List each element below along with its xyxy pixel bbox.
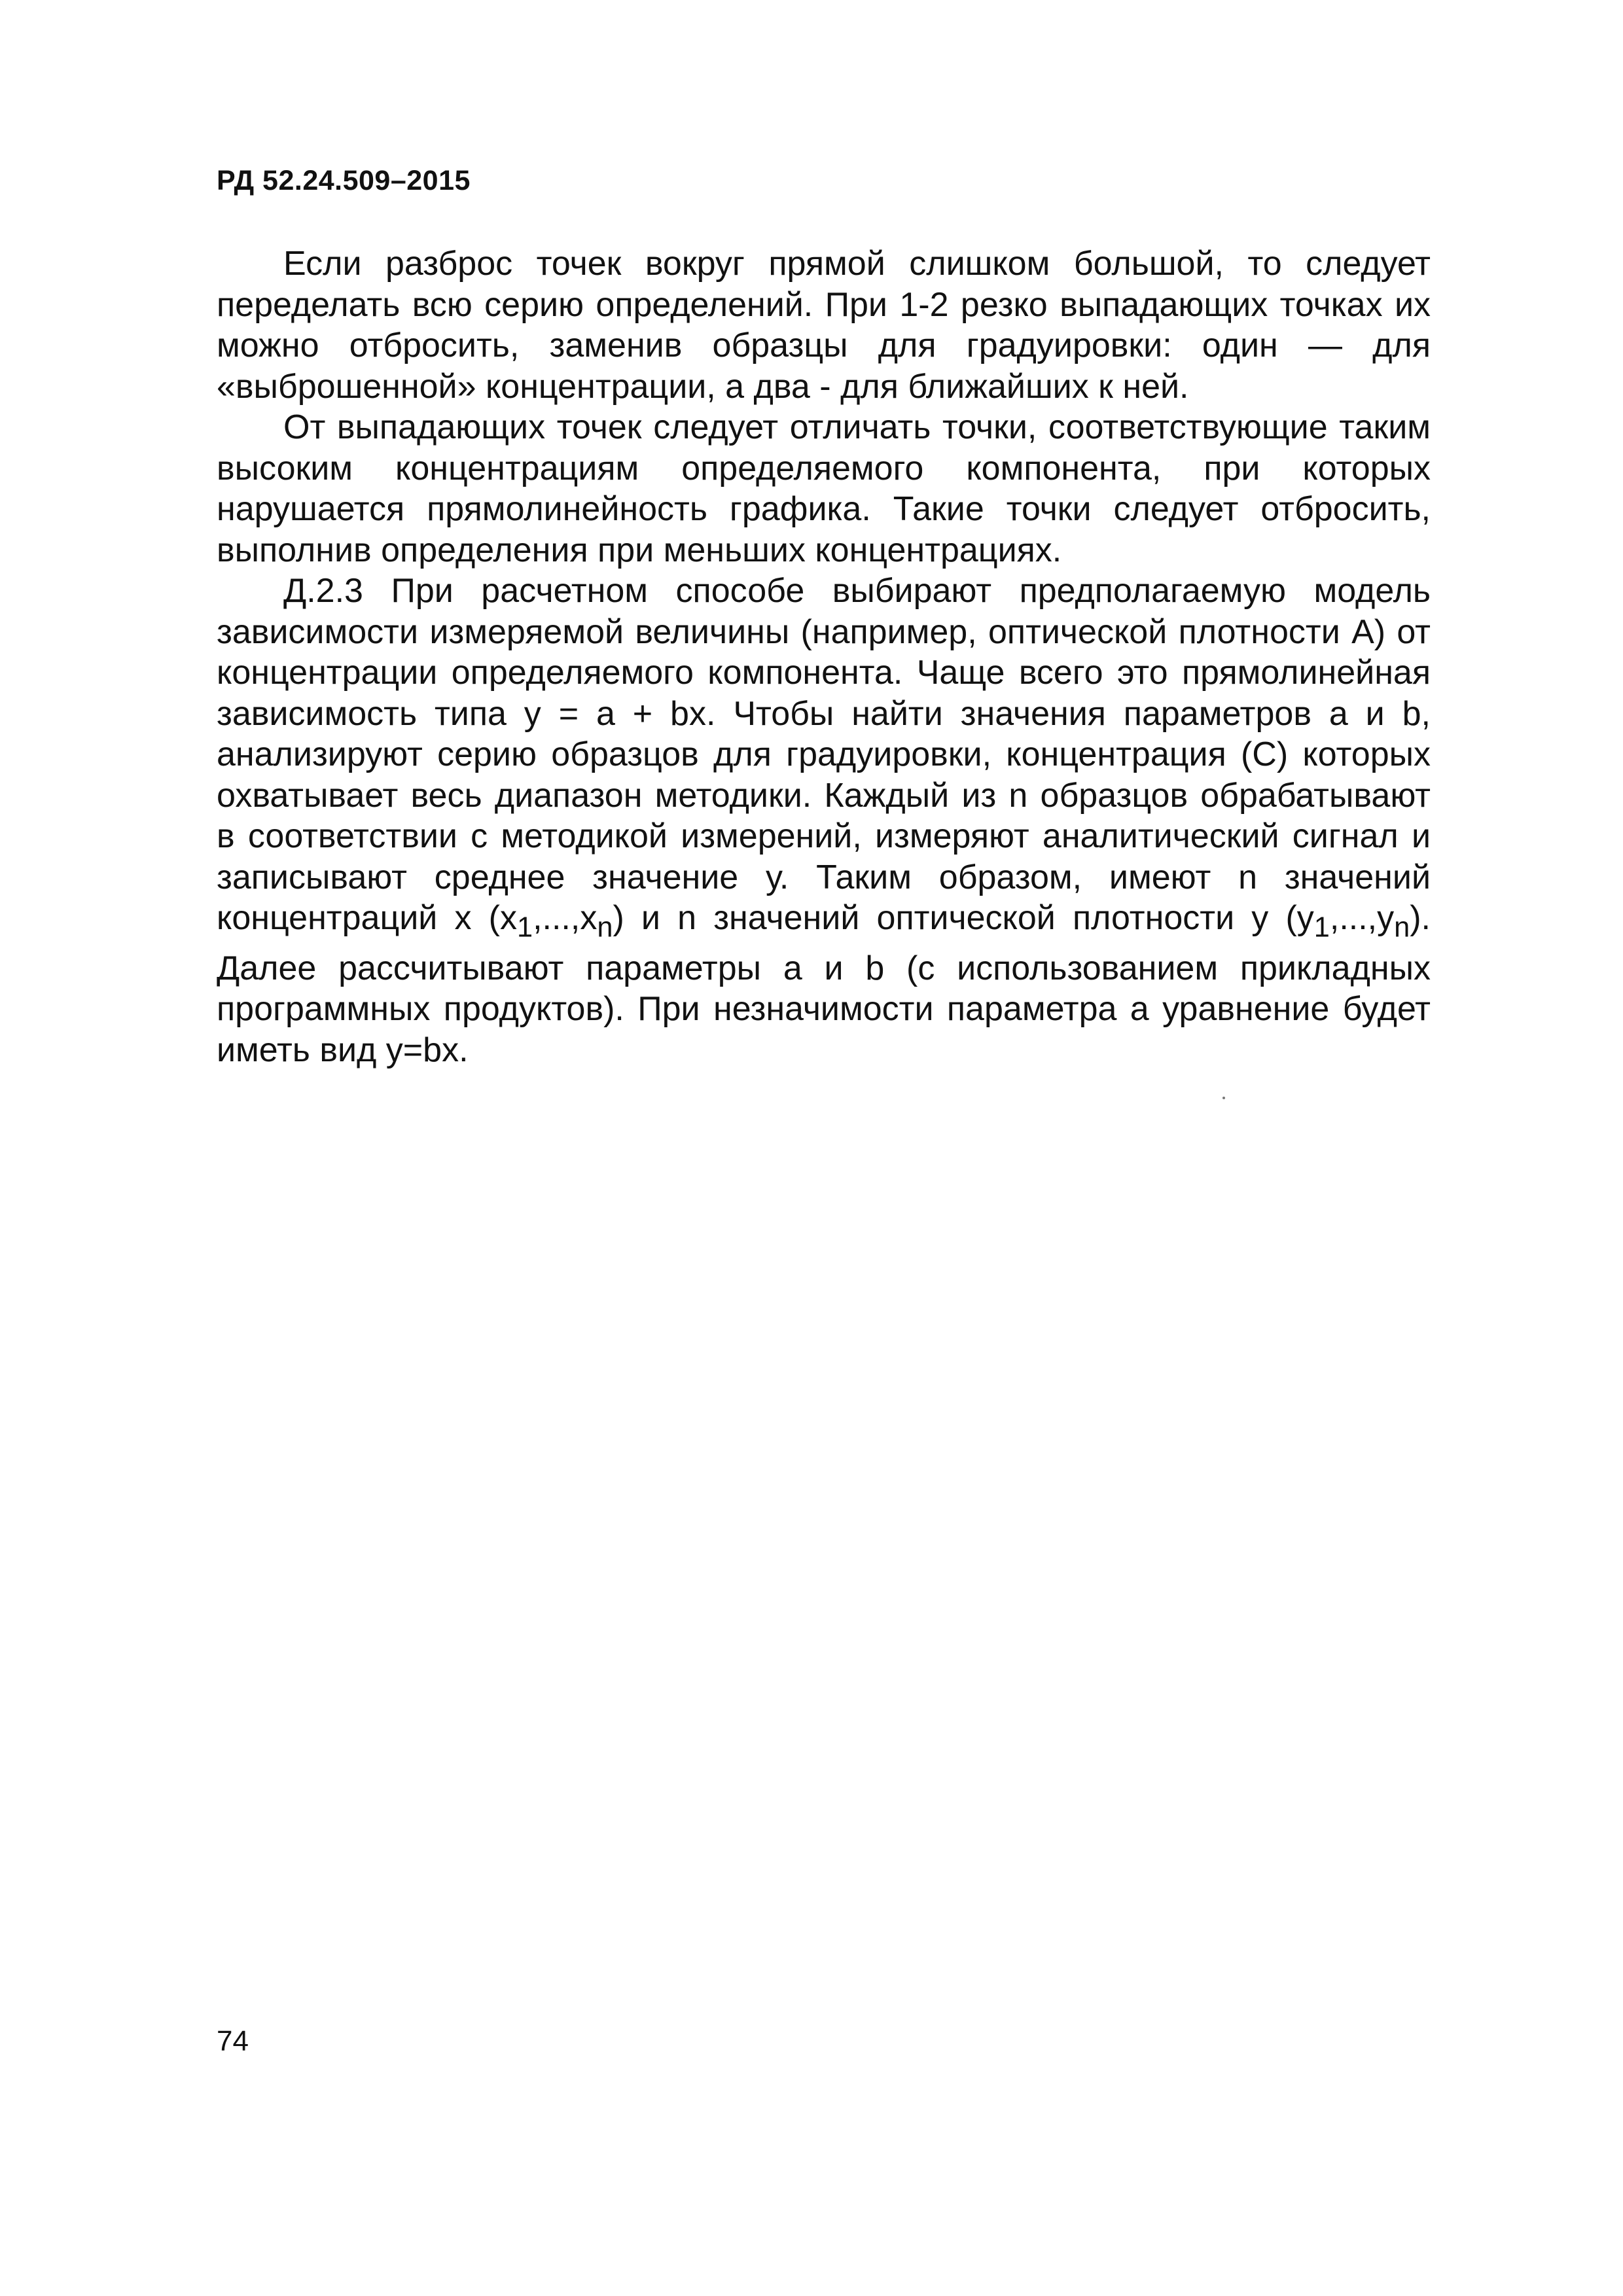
paragraph-text-part: ) и n значений оптической плотности у (у: [613, 899, 1314, 937]
page-number: 74: [217, 2025, 249, 2057]
paragraph-text-part: ,...,у: [1329, 899, 1395, 937]
paragraph-d-2-3-calculation-method: [217, 571, 1431, 1070]
subscript: 1: [516, 911, 533, 944]
body-text: [217, 243, 1431, 1070]
paragraph-text-part: ). Далее рассчитывают параметры а и b (с использованием прикладных программных продуктов). При незначимости параметра а уравнение будет иметь вид у=bх.: [217, 899, 1431, 1069]
paragraph-nonlinearity-points: От выпадающих точек следует отличать точки, соответствующие таким высоким концентрациям определяемого компонента, при которых нарушается прямолинейность графика. Такие точки следует отбросить, выполнив определения при меньших концентрациях.: [217, 408, 1431, 569]
subscript: 1: [1313, 911, 1330, 944]
document-id-header: РД 52.24.509–2015: [217, 165, 471, 196]
paragraph-outlier-points: Если разброс точек вокруг прямой слишком большой, то следует переделать всю серию определений. При 1-2 резко выпадающих точках их можно отбросить, заменив образцы для градуировки: один — для «выброшенной» концентрации, а два - для ближайших к ней.: [217, 245, 1431, 406]
paragraph-text-part: ,...,х: [533, 899, 597, 937]
paragraph-text-part: Д.2.3 При расчетном способе выбирают предполагаемую модель зависимости измеряемой величины (например, оптической плотности А) от концентрации определяемого компонента. Чаще всего это прямолинейная зависимость типа у = а + bх. Чтобы найти значения параметров а и b, анализируют серию образцов для градуировки, концентрация (С) которых охватывает весь диапазон методики. Каждый из n образцов обрабатывают в соответствии с методикой измерений, измеряют аналитический сигнал и записывают среднее значение у. Таким образом, имеют n значений концентраций х (х: [217, 572, 1431, 937]
scan-speck: [1222, 1097, 1225, 1099]
subscript: n: [1394, 911, 1410, 944]
subscript: n: [597, 911, 613, 944]
